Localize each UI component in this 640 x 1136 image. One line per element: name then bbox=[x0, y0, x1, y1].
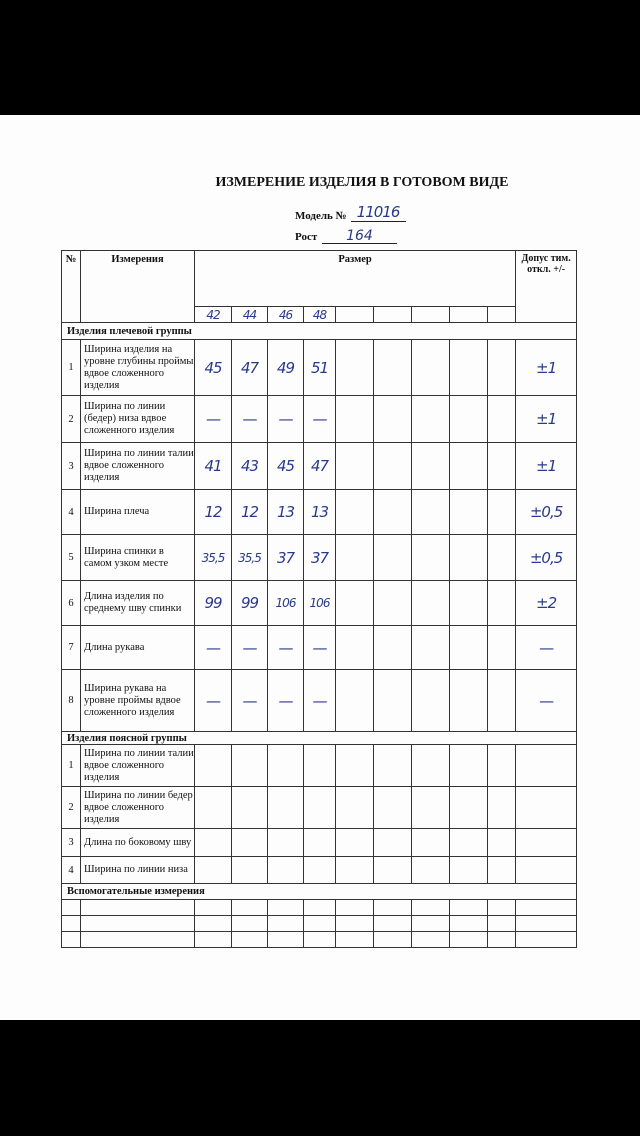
empty-cell bbox=[374, 340, 412, 396]
size-value: 47 bbox=[232, 340, 268, 396]
empty-cell bbox=[336, 626, 374, 670]
empty-cell bbox=[304, 745, 336, 787]
empty-cell bbox=[488, 626, 516, 670]
empty-cell bbox=[412, 932, 450, 948]
empty-cell bbox=[268, 829, 304, 857]
table-row bbox=[62, 626, 577, 670]
size-value: — bbox=[232, 396, 268, 443]
size-value: 106 bbox=[304, 581, 336, 626]
empty-cell bbox=[374, 829, 412, 857]
measurement-name: Ширина по линии (бедер) низа вдвое сложенного изделия bbox=[81, 396, 195, 443]
empty-cell bbox=[412, 857, 450, 884]
empty-cell bbox=[412, 745, 450, 787]
waist-rows bbox=[62, 745, 577, 884]
table-row bbox=[62, 932, 577, 948]
size-value: — bbox=[304, 670, 336, 732]
document-page bbox=[0, 115, 640, 1020]
size-empty bbox=[488, 307, 516, 323]
empty-cell bbox=[450, 745, 488, 787]
empty-cell bbox=[81, 932, 195, 948]
empty-cell bbox=[412, 581, 450, 626]
size-value: 35,5 bbox=[195, 535, 232, 581]
empty-cell bbox=[412, 787, 450, 829]
empty-cell bbox=[450, 396, 488, 443]
empty-cell bbox=[450, 932, 488, 948]
measurement-name: Ширина плеча bbox=[81, 490, 195, 535]
empty-cell bbox=[304, 932, 336, 948]
empty-cell bbox=[412, 829, 450, 857]
row-number: 6 bbox=[62, 581, 81, 626]
model-value: 11016 bbox=[356, 203, 400, 221]
empty-cell bbox=[336, 745, 374, 787]
measurement-name: Длина изделия по среднему шву спинки bbox=[81, 581, 195, 626]
empty-cell bbox=[62, 932, 81, 948]
measurement-name: Длина по боковому шву bbox=[81, 829, 195, 857]
table-row bbox=[62, 745, 577, 787]
empty-cell bbox=[412, 443, 450, 490]
size-value: 12 bbox=[195, 490, 232, 535]
size-46: 46 bbox=[268, 307, 304, 323]
row-number: 7 bbox=[62, 626, 81, 670]
empty-cell bbox=[374, 490, 412, 535]
empty-cell bbox=[195, 745, 232, 787]
empty-cell bbox=[450, 916, 488, 932]
empty-cell bbox=[488, 932, 516, 948]
size-value: 43 bbox=[232, 443, 268, 490]
empty-cell bbox=[232, 829, 268, 857]
empty-cell bbox=[81, 916, 195, 932]
tolerance-value: ±1 bbox=[516, 396, 577, 443]
row-number: 1 bbox=[62, 745, 81, 787]
size-value: 13 bbox=[268, 490, 304, 535]
table-row bbox=[62, 787, 577, 829]
table-row bbox=[62, 340, 577, 396]
empty-cell bbox=[412, 490, 450, 535]
size-value: 37 bbox=[304, 535, 336, 581]
empty-cell bbox=[450, 787, 488, 829]
empty-cell bbox=[488, 490, 516, 535]
size-value: 106 bbox=[268, 581, 304, 626]
header-measure: Измерения bbox=[81, 251, 195, 323]
empty-cell bbox=[336, 443, 374, 490]
empty-cell bbox=[304, 829, 336, 857]
row-number: 3 bbox=[62, 829, 81, 857]
empty-cell bbox=[374, 396, 412, 443]
empty-cell bbox=[412, 670, 450, 732]
size-value: 99 bbox=[195, 581, 232, 626]
model-label: Модель № bbox=[295, 210, 347, 222]
empty-cell bbox=[195, 900, 232, 916]
tolerance-value: ±1 bbox=[516, 443, 577, 490]
table-row bbox=[62, 581, 577, 626]
empty-cell bbox=[268, 787, 304, 829]
model-field bbox=[295, 203, 406, 222]
empty-cell bbox=[488, 396, 516, 443]
empty-cell bbox=[450, 857, 488, 884]
size-value: 51 bbox=[304, 340, 336, 396]
empty-cell bbox=[304, 900, 336, 916]
empty-cell bbox=[336, 787, 374, 829]
empty-cell bbox=[488, 443, 516, 490]
size-value: — bbox=[232, 670, 268, 732]
empty-cell bbox=[81, 900, 195, 916]
section-aux: Вспомогательные измерения bbox=[62, 884, 577, 900]
header-tolerance: Допус тим. откл. +/- bbox=[516, 251, 577, 323]
empty-cell bbox=[488, 900, 516, 916]
empty-cell bbox=[232, 932, 268, 948]
table-row bbox=[62, 535, 577, 581]
size-value: — bbox=[195, 626, 232, 670]
empty-cell bbox=[412, 396, 450, 443]
size-value: 99 bbox=[232, 581, 268, 626]
empty-cell bbox=[374, 900, 412, 916]
aux-rows bbox=[62, 900, 577, 948]
table-row bbox=[62, 857, 577, 884]
empty-cell bbox=[450, 900, 488, 916]
row-number: 2 bbox=[62, 787, 81, 829]
size-value: 12 bbox=[232, 490, 268, 535]
empty-cell bbox=[374, 916, 412, 932]
tolerance-value: ±1 bbox=[516, 340, 577, 396]
empty-cell bbox=[374, 857, 412, 884]
size-value: 45 bbox=[195, 340, 232, 396]
empty-cell bbox=[195, 857, 232, 884]
measurement-name: Ширина по линии бедер вдвое сложенного изделия bbox=[81, 787, 195, 829]
height-value: 164 bbox=[322, 229, 397, 244]
size-empty bbox=[450, 307, 488, 323]
size-value: — bbox=[304, 626, 336, 670]
measurement-name: Ширина по линии талии вдвое сложенного изделия bbox=[81, 745, 195, 787]
empty-cell bbox=[450, 340, 488, 396]
row-number: 4 bbox=[62, 490, 81, 535]
empty-cell bbox=[336, 535, 374, 581]
size-value: — bbox=[304, 396, 336, 443]
empty-cell bbox=[62, 900, 81, 916]
measurement-name: Ширина спинки в самом узком месте bbox=[81, 535, 195, 581]
empty-cell bbox=[516, 900, 577, 916]
empty-cell bbox=[268, 900, 304, 916]
size-42: 42 bbox=[195, 307, 232, 323]
header-size: Размер bbox=[195, 251, 516, 307]
empty-cell bbox=[336, 340, 374, 396]
empty-cell bbox=[374, 932, 412, 948]
page-title: ИЗМЕРЕНИЕ ИЗДЕЛИЯ В ГОТОВОМ ВИДЕ bbox=[215, 175, 509, 190]
empty-cell bbox=[195, 932, 232, 948]
size-value: 37 bbox=[268, 535, 304, 581]
empty-cell bbox=[488, 829, 516, 857]
measurement-name: Ширина по линии низа bbox=[81, 857, 195, 884]
empty-cell bbox=[304, 916, 336, 932]
empty-cell bbox=[232, 900, 268, 916]
empty-cell bbox=[516, 745, 577, 787]
empty-cell bbox=[488, 340, 516, 396]
size-value: — bbox=[195, 396, 232, 443]
empty-cell bbox=[304, 787, 336, 829]
size-value: 45 bbox=[268, 443, 304, 490]
empty-cell bbox=[195, 829, 232, 857]
table-row bbox=[62, 829, 577, 857]
size-value: 41 bbox=[195, 443, 232, 490]
empty-cell bbox=[336, 829, 374, 857]
size-value: — bbox=[232, 626, 268, 670]
tolerance-value: ±2 bbox=[516, 581, 577, 626]
empty-cell bbox=[488, 916, 516, 932]
empty-cell bbox=[232, 916, 268, 932]
empty-cell bbox=[450, 626, 488, 670]
measurement-name: Длина рукава bbox=[81, 626, 195, 670]
empty-cell bbox=[516, 787, 577, 829]
tolerance-value: — bbox=[516, 626, 577, 670]
empty-cell bbox=[336, 581, 374, 626]
empty-cell bbox=[412, 340, 450, 396]
empty-cell bbox=[516, 932, 577, 948]
empty-cell bbox=[268, 932, 304, 948]
row-number: 5 bbox=[62, 535, 81, 581]
empty-cell bbox=[336, 900, 374, 916]
empty-cell bbox=[195, 916, 232, 932]
table-row bbox=[62, 443, 577, 490]
empty-cell bbox=[412, 626, 450, 670]
empty-cell bbox=[232, 745, 268, 787]
empty-cell bbox=[304, 857, 336, 884]
empty-cell bbox=[488, 581, 516, 626]
empty-cell bbox=[488, 670, 516, 732]
empty-cell bbox=[336, 670, 374, 732]
size-empty bbox=[336, 307, 374, 323]
empty-cell bbox=[450, 829, 488, 857]
empty-cell bbox=[516, 829, 577, 857]
size-48: 48 bbox=[304, 307, 336, 323]
empty-cell bbox=[336, 932, 374, 948]
empty-cell bbox=[450, 535, 488, 581]
row-number: 8 bbox=[62, 670, 81, 732]
empty-cell bbox=[336, 857, 374, 884]
table-row bbox=[62, 490, 577, 535]
empty-cell bbox=[374, 787, 412, 829]
size-value: — bbox=[268, 626, 304, 670]
tolerance-value: ±0,5 bbox=[516, 535, 577, 581]
empty-cell bbox=[450, 670, 488, 732]
size-value: 49 bbox=[268, 340, 304, 396]
size-empty bbox=[412, 307, 450, 323]
empty-cell bbox=[412, 535, 450, 581]
empty-cell bbox=[412, 916, 450, 932]
size-value: — bbox=[268, 396, 304, 443]
row-number: 2 bbox=[62, 396, 81, 443]
empty-cell bbox=[336, 916, 374, 932]
empty-cell bbox=[374, 581, 412, 626]
table-row bbox=[62, 670, 577, 732]
measurement-name: Ширина изделия на уровне глубины проймы вдвое сложенного изделия bbox=[81, 340, 195, 396]
empty-cell bbox=[374, 443, 412, 490]
section-shoulder: Изделия плечевой группы bbox=[62, 323, 577, 340]
empty-cell bbox=[62, 916, 81, 932]
empty-cell bbox=[268, 916, 304, 932]
empty-cell bbox=[232, 857, 268, 884]
empty-cell bbox=[374, 626, 412, 670]
empty-cell bbox=[488, 535, 516, 581]
size-44: 44 bbox=[232, 307, 268, 323]
size-value: 35,5 bbox=[232, 535, 268, 581]
row-number: 3 bbox=[62, 443, 81, 490]
empty-cell bbox=[268, 745, 304, 787]
size-value: 13 bbox=[304, 490, 336, 535]
size-empty bbox=[374, 307, 412, 323]
size-value: 47 bbox=[304, 443, 336, 490]
table-row bbox=[62, 900, 577, 916]
empty-cell bbox=[450, 443, 488, 490]
table-row bbox=[62, 396, 577, 443]
tolerance-value: — bbox=[516, 670, 577, 732]
table-row bbox=[62, 916, 577, 932]
empty-cell bbox=[374, 670, 412, 732]
measurement-name: Ширина по линии талии вдвое сложенного изделия bbox=[81, 443, 195, 490]
header-num: № bbox=[62, 251, 81, 323]
empty-cell bbox=[488, 745, 516, 787]
empty-cell bbox=[450, 490, 488, 535]
empty-cell bbox=[412, 900, 450, 916]
row-number: 4 bbox=[62, 857, 81, 884]
empty-cell bbox=[336, 396, 374, 443]
empty-cell bbox=[268, 857, 304, 884]
row-number: 1 bbox=[62, 340, 81, 396]
height-field bbox=[295, 229, 397, 244]
shoulder-rows bbox=[62, 340, 577, 732]
empty-cell bbox=[374, 535, 412, 581]
empty-cell bbox=[195, 787, 232, 829]
empty-cell bbox=[450, 581, 488, 626]
empty-cell bbox=[232, 787, 268, 829]
empty-cell bbox=[374, 745, 412, 787]
height-label: Рост bbox=[295, 231, 318, 243]
measurement-name: Ширина рукава на уровне проймы вдвое сложенного изделия bbox=[81, 670, 195, 732]
measurement-table bbox=[61, 250, 577, 948]
tolerance-value: ±0,5 bbox=[516, 490, 577, 535]
empty-cell bbox=[488, 857, 516, 884]
empty-cell bbox=[488, 787, 516, 829]
empty-cell bbox=[516, 857, 577, 884]
empty-cell bbox=[516, 916, 577, 932]
section-waist: Изделия поясной группы bbox=[62, 732, 577, 745]
size-value: — bbox=[268, 670, 304, 732]
empty-cell bbox=[336, 490, 374, 535]
size-value: — bbox=[195, 670, 232, 732]
